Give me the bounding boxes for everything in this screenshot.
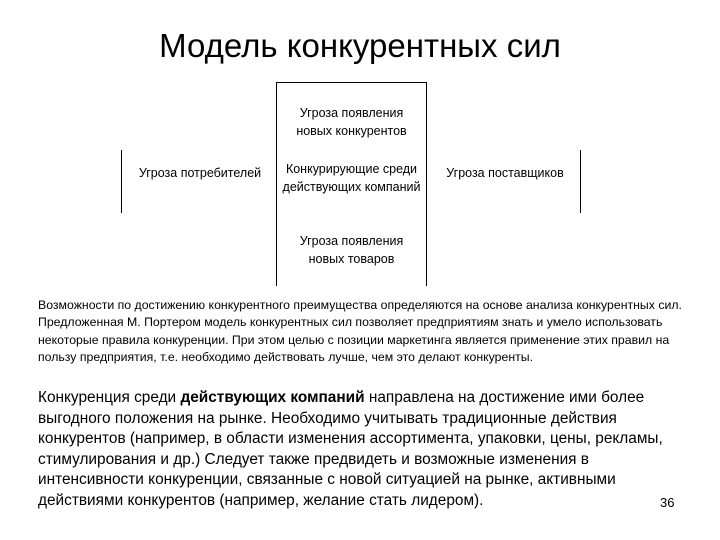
left-box-border (121, 150, 122, 213)
paragraph-rivalry (38, 388, 668, 512)
force-rivalry: Конкурирующие среди действующих компаний (282, 162, 421, 194)
force-new-entrants: Угроза появления новых конкурентов (296, 106, 407, 138)
top-box-border (276, 82, 427, 83)
right-box-border (580, 150, 581, 213)
column-left-border (276, 82, 277, 286)
force-suppliers: Угроза поставщиков (446, 166, 564, 180)
paragraph-intro: Возможности по достижению конкурентного преимущества определяются на основе анализа конкурентных сил. Предложенная М. Портером модель конкурентных сил позволяет предприятиям знать и умело использовать некоторые правила конкуренции. При этом целью с позиции маркетинга является применение этих правил на пользу предприятия, т.е. необходимо действовать лучше, чем это делают конкуренты. (38, 298, 682, 364)
paragraph-rivalry-part2: направлена на достижение ими более выгодного положения на рынке. Необходимо учитывать традиционные действия конкурентов (например, в области изменения ассортимента, упаковки, цены, рекламы, стимулирования и др.) Следует также предвидеть и возможные изменения в интенсивности конкуренции, связанные с новой ситуацией на рынке, активными действиями конкурентов (например, желание стать лидером). (38, 389, 663, 509)
force-buyers: Угроза потребителей (138, 166, 262, 180)
column-right-border (426, 82, 427, 286)
force-substitutes: Угроза появления новых товаров (299, 234, 404, 266)
slide-title: Модель конкурентных сил (159, 27, 561, 64)
page-number: 36 (660, 495, 675, 510)
paragraph-rivalry-bold: действующих компаний (180, 389, 365, 406)
paragraph-rivalry-part1: Конкуренция среди (38, 389, 181, 406)
